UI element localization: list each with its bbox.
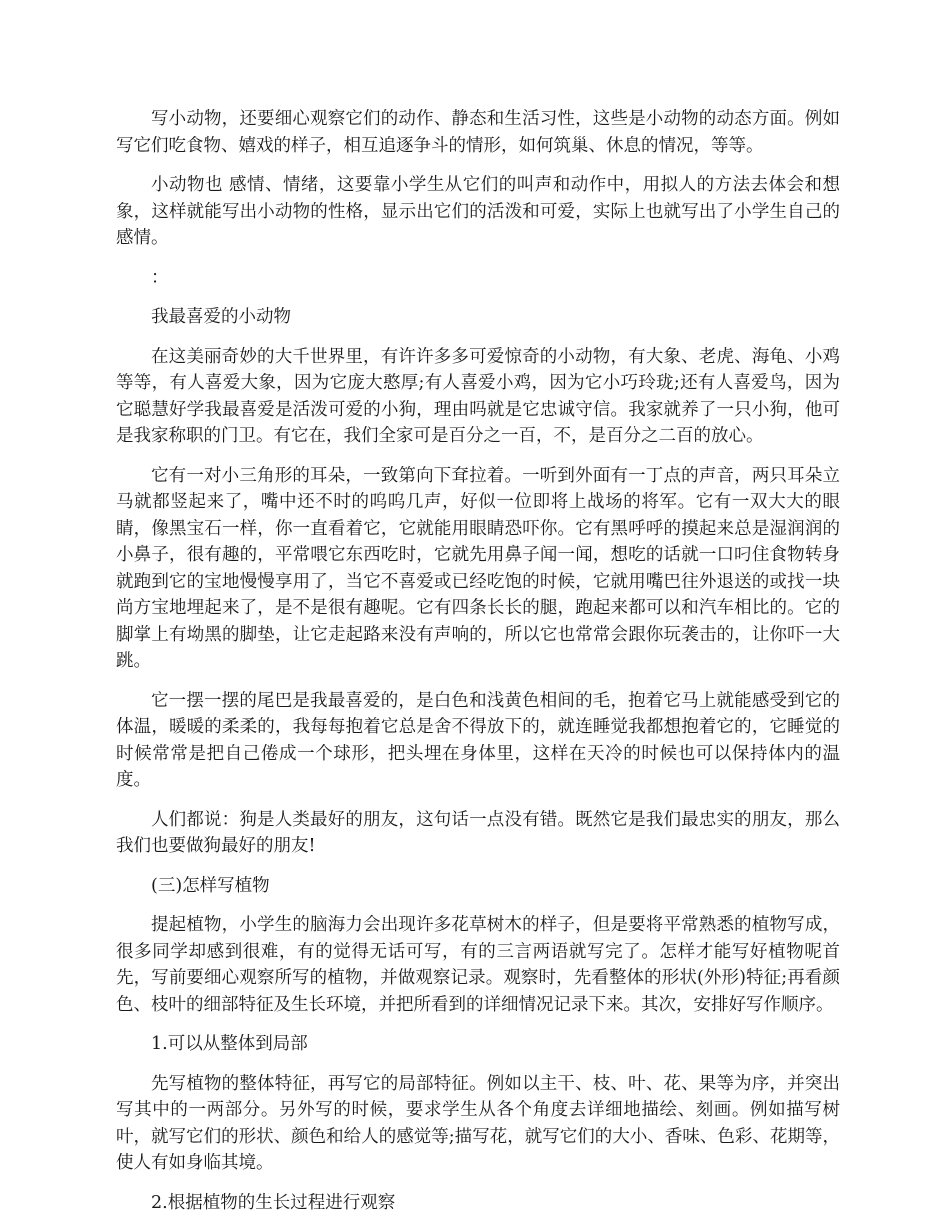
subheading-growth-process: 2.根据植物的生长过程进行观察 (151, 1192, 396, 1213)
paragraph-whole-to-part: 先写植物的整体特征，再写它的局部特征。例如以主干、枝、叶、花、果等为序，并突出写其中的一两部分。另外写的时候，要求学生从各个角度去详细地描绘、刻画。例如描写树叶，就写它们的形状、颜色和给人的感觉等;描写花，就写它们的大小、香味、色彩、花期等，使人有如身临其境。 (116, 1073, 840, 1173)
essay-paragraph-intro: 在这美丽奇妙的大千世界里，有许许多多可爱惊奇的小动物，有大象、老虎、海龟、小鸡等等，有人喜爱大象，因为它庞大憨厚;有人喜爱小鸡，因为它小巧玲珑;还有人喜爱鸟，因为它聪慧好学我最喜爱是活泼可爱的小狗，理由吗就是它忠诚守信。我家就养了一只小狗，他可是我家称职的门卫。有它在，我们全家可是百分之一百，不，是百分之二百的放心。 (116, 346, 840, 446)
subheading-whole-to-part: 1.可以从整体到局部 (151, 1034, 308, 1054)
paragraph-animal-dynamics: 写小动物，还要细心观察它们的动作、静态和生活习性，这些是小动物的动态方面。例如写它们吃食物、嬉戏的样子，相互追逐争斗的情形，如何筑巢、休息的情况，等等。 (116, 109, 840, 156)
essay-paragraph-tail: 它一摆一摆的尾巴是我最喜爱的，是白色和浅黄色相间的毛，抱着它马上就能感受到它的体温，暖暖的柔柔的，我每每抱着它总是舍不得放下的，就连睡觉我都想抱着它的，它睡觉的时候常常是把自己倦成一个球形，把头埋在身体里，这样在天冷的时候也可以保持体内的温度。 (116, 690, 840, 790)
paragraph-plants-intro: 提起植物，小学生的脑海力会出现许多花草树木的样子，但是要将平常熟悉的植物写成，很多同学却感到很难，有的觉得无话可写，有的三言两语就写完了。怎样才能写好植物呢首先，写前要细心观察所写的植物，并做观察记录。观察时，先看整体的形状(外形)特征;再看颜色、枝叶的细部特征及生长环境，并把所看到的详细情况记录下来。其次，安排好写作顺序。 (116, 915, 840, 1015)
document-body (116, 106, 840, 1229)
section-heading-plants: (三)怎样写植物 (151, 875, 270, 896)
paragraph-colon: ： (151, 267, 169, 288)
essay-paragraph-features: 它有一对小三角形的耳朵，一致第向下耷拉着。一听到外面有一丁点的声音，两只耳朵立马就都竖起来了，嘴中还不时的呜呜几声，好似一位即将上战场的将军。它有一双大大的眼睛，像黑宝石一样，你一直看着它，它就能用眼睛恐吓你。它有黑呼呼的摸起来总是湿润润的小鼻子，很有趣的，平常喂它东西吃时，它就先用鼻子闻一闻，想吃的话就一口叼住食物转身就跑到它的宝地慢慢享用了，当它不喜爱或已经吃饱的时候，它就用嘴巴往外退送的或找一块尚方宝地埋起来了，是不是很有趣呢。它有四条长长的腿，跑起来都可以和汽车相比的。它的脚掌上有坳黑的脚垫，让它走起路来没有声响的，所以它也常常会跟你玩袭击的，让你吓一大跳。 (116, 465, 840, 671)
essay-paragraph-conclusion: 人们都说：狗是人类最好的朋友，这句话一点没有错。既然它是我们最忠实的朋友，那么我们也要做狗最好的朋友! (116, 809, 840, 856)
essay-title: 我最喜爱的小动物 (151, 307, 291, 327)
paragraph-animal-emotions: 小动物也 感情、情绪，这要靠小学生从它们的叫声和动作中，用拟人的方法去体会和想象，这样就能写出小动物的性格，显示出它们的活泼和可爱，实际上也就写出了小学生自己的感情。 (116, 175, 840, 248)
